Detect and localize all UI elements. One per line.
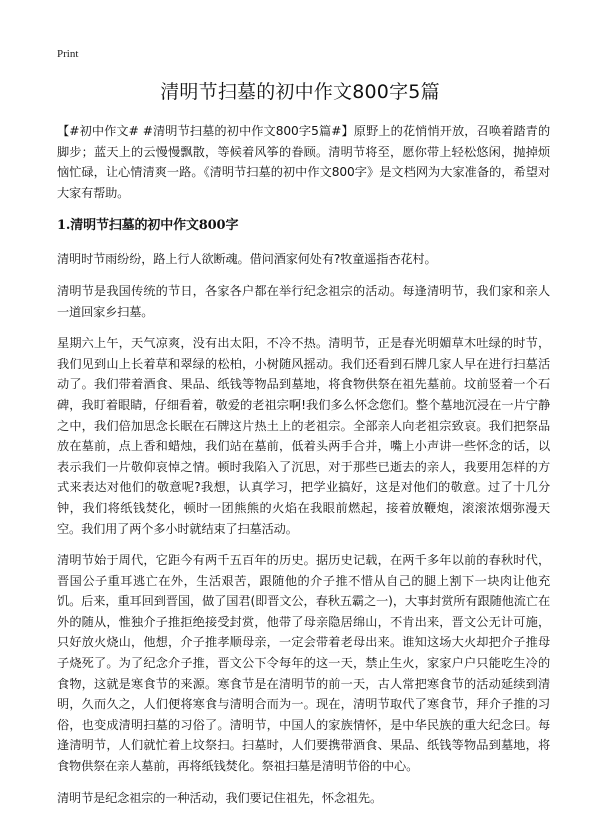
body-paragraph: 清明节是纪念祖宗的一种活动，我们要记住祖先，怀念祖先。 bbox=[57, 790, 383, 805]
body-paragraph: 清明时节雨纷纷，路上行人欲断魂。借问酒家何处有?牧童遥指杏花村。 bbox=[57, 252, 437, 267]
section-heading: 1.清明节扫墓的初中作文800字 bbox=[57, 218, 239, 234]
body-paragraph: 清明节始于周代，它距今有两千五百年的历史。据历史记载，在两千多年以前的春秋时代，晋国公子重耳逃亡在外，生活艰苦，跟随他的介子推不惜从自己的腿上割下一块肉让他充饥。后来，重耳回到晋国，做了国君(即晋文公，春秋五霸之一)，大事封赏所有跟随他流亡在外的随从，惟独介子推拒绝接受封赏，他带了母亲隐居绵山，不肯出来，晋文公无计可施，只好放火烧山，他想，介子推孝顺母亲，一定会带着老母出来。谁知这场大火却把介子推母子烧死了。为了纪念介子推，晋文公下令每年的这一天，禁止生火，家家户户只能吃生冷的食物，这就是寒食节的来源。寒食节是在清明节的前一天，古人常把寒食节的活动延续到清明，久而久之，人们便将寒食与清明合而为一。现在，清明节取代了寒食节，拜介子推的习俗，也变成清明扫墓的习俗了。清明节，中国人的家族情怀，是中华民族的重大纪念曰。每逢清明节，人们就忙着上坟祭扫。扫墓时，人们要携带酒食、果品、纸钱等物品到墓地，将食物供祭在亲人墓前，再将纸钱焚化。祭祖扫墓是清明节俗的中心。 bbox=[57, 553, 550, 774]
article-body bbox=[57, 121, 550, 819]
page-title: 清明节扫墓的初中作文800字5篇 bbox=[160, 81, 440, 103]
print-label: Print bbox=[57, 48, 79, 60]
body-paragraph: 清明节是我国传统的节日，各家各户都在举行纪念祖宗的活动。每逢清明节，我们家和亲人一道回家乡扫墓。 bbox=[57, 283, 550, 319]
body-paragraph: 星期六上午，天气凉爽，没有出太阳，不冷不热。清明节，正是春光明媚草木吐绿的时节，我们见到山上长着草和翠绿的松柏，小树随风摇动。我们还看到石牌几家人早在进行扫墓活动了。我们带着酒食、果品、纸钱等物品到墓地，将食物供祭在祖先墓前。坟前竖着一个石碑，我盯着眼睛，仔细看着，敬爱的老祖宗啊!我们多么怀念您们。整个墓地沉浸在一片宁静之中，我们倍加思念长眠在石牌这片热土上的老祖宗。全部亲人向老祖宗致哀。我们把祭品放在墓前，点上香和蜡烛，我们站在墓前，低着头两手合并，嘴上小声讲一些怀念的话，以表示我们一片敬仰哀悼之情。顿时我陷入了沉思，对于那些已逝去的亲人，我要用怎样的方式来表达对他们的敬意呢?我想，认真学习，把学业搞好，这是对他们的敬意。过了十几分钟，我们将纸钱焚化，顿时一团熊熊的火焰在我眼前燃起，接着放鞭炮，滚滚浓烟弥漫天空。我们用了两个多小时就结束了扫墓活动。 bbox=[57, 336, 550, 536]
intro-paragraph: 【#初中作文# #清明节扫墓的初中作文800字5篇#】原野上的花悄悄开放，召唤着踏青的脚步；蓝天上的云慢慢飘散，等候着风筝的眷顾。清明节将至，愿你带上轻松悠闲，抛掉烦恼忙碌，让心情清爽一路。《清明节扫墓的初中作文800字》是文档网为大家准备的，希望对大家有帮助。 bbox=[57, 124, 550, 200]
